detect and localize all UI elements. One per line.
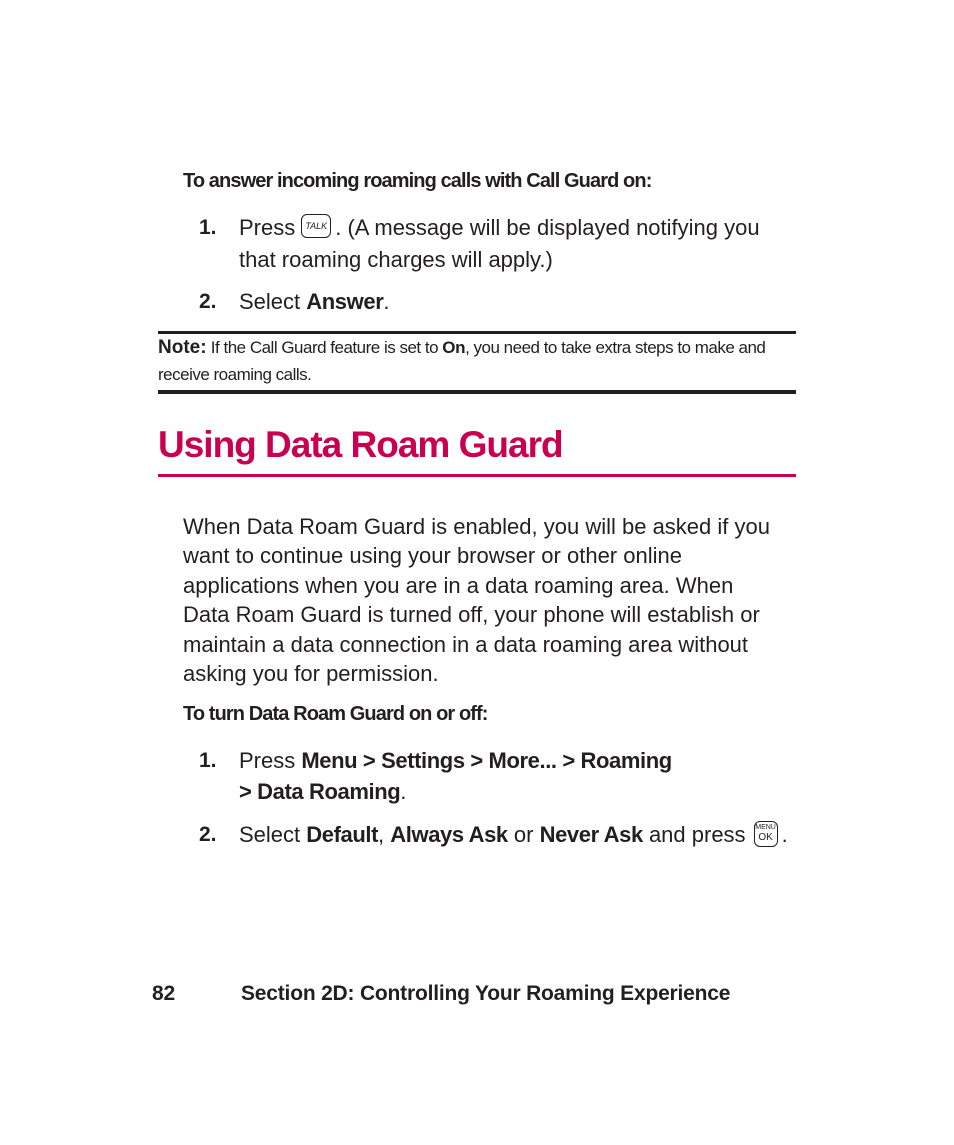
step-number: 2. (199, 290, 217, 313)
page-number: 82 (152, 982, 175, 1005)
option-default: Default (306, 822, 379, 847)
note-text-end: , you need to take extra steps to make and receive roaming calls. (158, 338, 766, 384)
answer-option: Answer (306, 289, 384, 314)
procedure-heading-answer-roaming: To answer incoming roaming calls with Call Guard on: (183, 170, 652, 192)
section-title: Using Data Roam Guard (158, 424, 563, 465)
step-text (239, 745, 679, 807)
step-text (239, 819, 839, 851)
step-text-end: . (400, 779, 407, 804)
press-text: and press (648, 822, 746, 847)
step-text-start: Press (239, 748, 296, 773)
note-label: Note: (158, 337, 207, 358)
intro-paragraph: When Data Roam Guard is enabled, you will be asked if you want to continue using your browser or other online applications when you are in a data roaming area. When Data Roam Guard is turned off, your phone will establish or maintain a data connection in a data roaming area without asking you for permission. (183, 514, 770, 687)
note-on-value: On (442, 338, 466, 357)
step-text (239, 286, 799, 317)
step-text-start: Press (239, 215, 296, 240)
option-always-ask: Always Ask (390, 822, 508, 847)
step-text (239, 212, 784, 275)
key-top-label: MENU (755, 824, 776, 832)
step-text-end: . (A message will be displayed notifying you that roaming charges will apply.) (239, 215, 760, 273)
note-box (158, 334, 796, 388)
footer-section-title: Section 2D: Controlling Your Roaming Experience (241, 982, 731, 1005)
step-text-start: Select (239, 822, 301, 847)
step-number: 1. (199, 216, 217, 239)
procedure-heading-data-roam-guard: To turn Data Roam Guard on or off: (183, 703, 488, 725)
step-text-start: Select (239, 289, 301, 314)
option-never-ask: Never Ask (539, 822, 643, 847)
title-rule (158, 474, 796, 477)
step-number: 1. (199, 749, 217, 772)
talk-key-icon: TALK (301, 214, 331, 238)
or-text: or (513, 822, 534, 847)
step-text-end: . (383, 289, 390, 314)
note-text: If the Call Guard feature is set to (210, 338, 439, 357)
step-text-end: . (781, 822, 788, 847)
step-number: 2. (199, 823, 217, 846)
menu-ok-key-icon (754, 821, 778, 847)
separator: , (378, 822, 385, 847)
note-bottom-rule (158, 390, 796, 394)
menu-path: Menu > Settings > More... > Roaming > Data Roaming (239, 748, 672, 804)
key-bottom-label: OK (758, 832, 773, 844)
